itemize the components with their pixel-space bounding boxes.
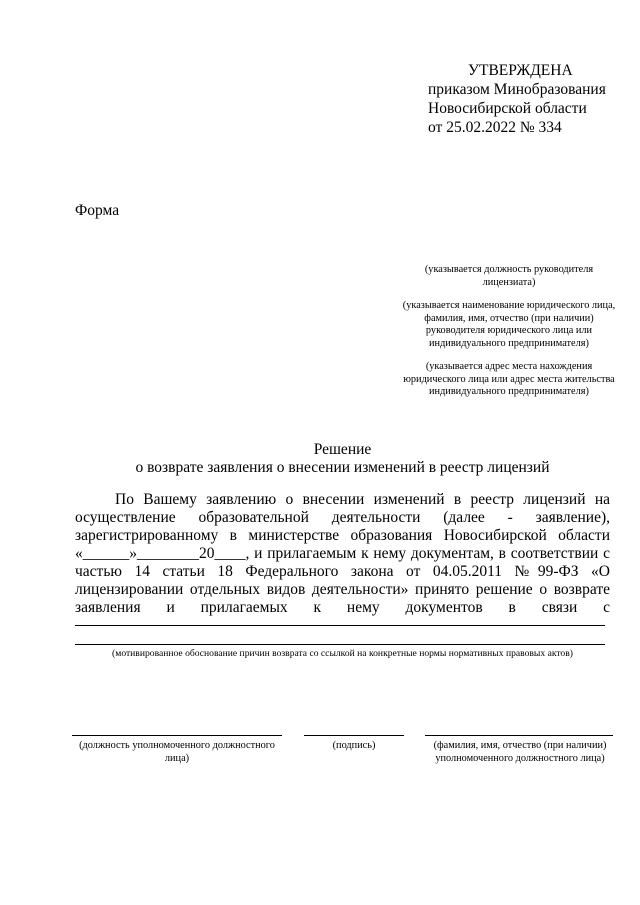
hint-licensee-address: [378, 361, 640, 399]
approval-date-number: от 25.02.2022 № 334: [428, 119, 562, 136]
reason-line: [75, 625, 605, 626]
signature-position-hint-line: лица): [164, 752, 190, 764]
body-line: лицензировании отдельных видов деятельности» принято решение о возврате: [75, 581, 610, 598]
signature-position-line: [72, 735, 282, 736]
form-label: Форма: [75, 202, 120, 219]
signature-name-hint: [420, 740, 620, 765]
body-line: частью 14 статьи 18 Федерального закона от 04.05.2011 №99-ФЗ «О: [75, 563, 610, 580]
title-subject: о возврате заявления о внесении изменений в реестр лицензий: [135, 459, 550, 476]
approval-block: [428, 61, 606, 137]
body-line: По Вашему заявлению о внесении изменений в реестр лицензий на: [115, 491, 610, 508]
reason-hint: (мотивированное обоснование причин возврата со ссылкой на конкретные нормы нормативных правовых актов): [112, 648, 573, 659]
approval-region: Новосибирской области: [428, 100, 587, 117]
hint-address-line: индивидуального предпринимателя): [429, 386, 589, 397]
approval-heading: УТВЕРЖДЕНА: [468, 62, 573, 79]
hint-position: [384, 264, 634, 289]
body-line: «______»________20____, и прилагаемым к нему документам, в соответствии с: [75, 545, 610, 562]
signature-hint: (подпись): [332, 740, 376, 751]
document-title: [75, 441, 610, 477]
title-heading: Решение: [313, 441, 372, 458]
body-line: заявления и прилагаемых к нему документов в связи с: [75, 599, 610, 616]
hint-name-line: индивидуального предпринимателя): [429, 337, 589, 349]
hint-position-line: лицензиата): [482, 276, 536, 288]
signature-name-hint-line: (фамилия, имя, отчество (при наличии): [433, 740, 607, 751]
hint-name-line: руководителя юридического лица или: [425, 325, 593, 336]
hint-address-line: (указывается адрес места нахождения: [425, 361, 593, 372]
decision-body: [75, 491, 610, 617]
body-line: зарегистрированному в министерстве образования Новосибирской области: [75, 527, 610, 544]
signature-line: [304, 735, 404, 736]
hint-licensee-name: [378, 300, 640, 350]
signature-name-hint-line: уполномоченного должностного лица): [435, 752, 605, 764]
hint-position-line: (указывается должность руководителя: [424, 264, 594, 275]
hint-address-line: юридического лица или адрес места жительства: [403, 373, 615, 385]
signature-position-hint: [70, 740, 284, 765]
hint-name-line: (указывается наименование юридического лица,: [402, 300, 616, 311]
signature-position-hint-line: (должность уполномоченного должностного: [79, 740, 275, 751]
hint-name-line: фамилия, имя, отчество (при наличии): [424, 312, 594, 324]
signature-name-line: [425, 735, 613, 736]
body-line: осуществление образовательной деятельности (далее - заявление),: [75, 509, 610, 526]
approval-order: приказом Минобразования: [428, 81, 606, 98]
reason-line: [75, 644, 605, 645]
